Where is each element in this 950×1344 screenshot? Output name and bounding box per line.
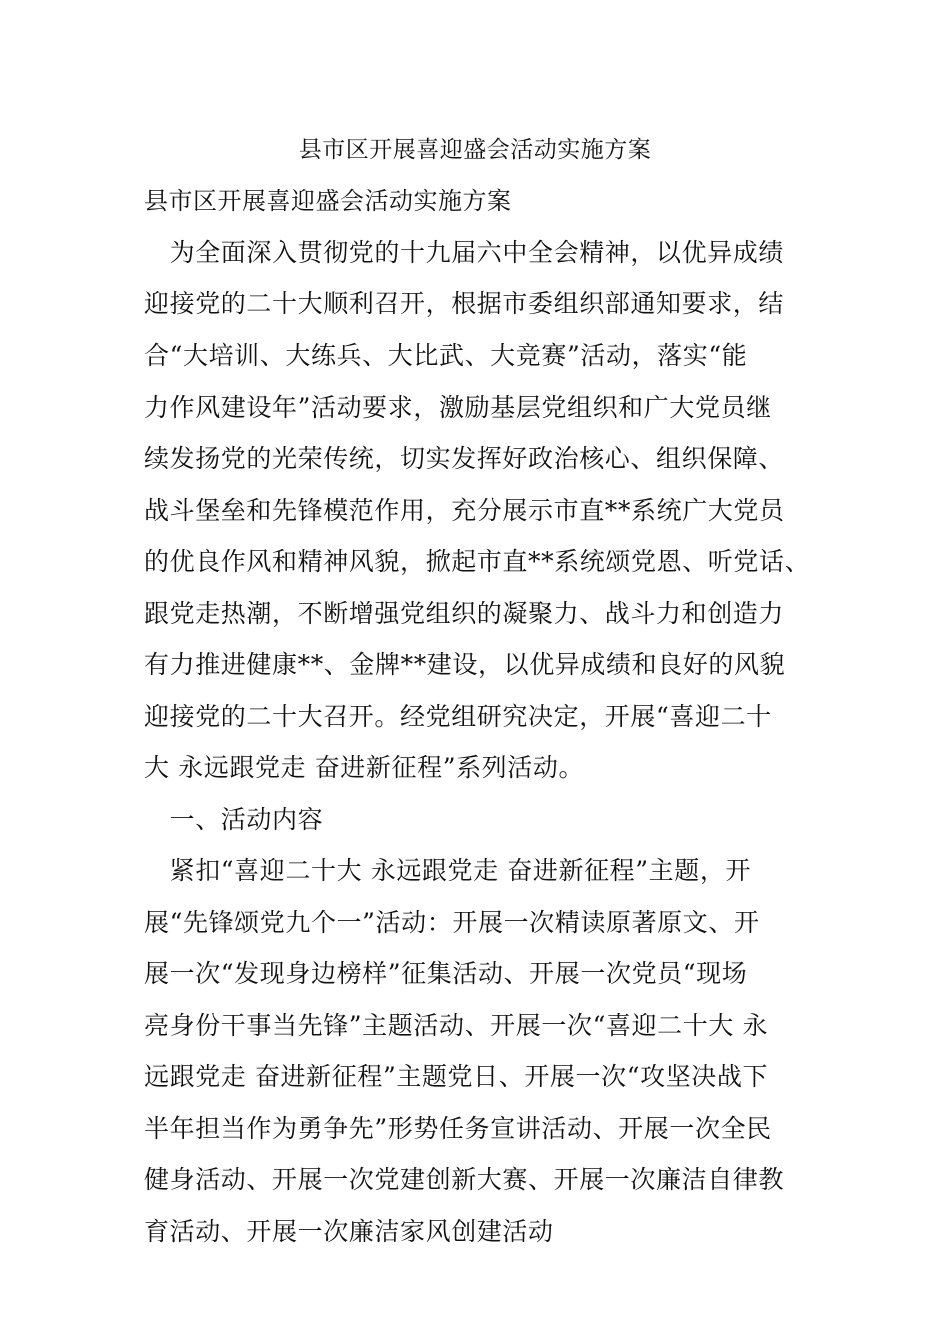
paragraph-line: 迎接党的二十大召开。经党组研究决定，开展“喜迎二十: [144, 702, 772, 731]
paragraph-line: 展“先锋颂党九个一”活动：开展一次精读原著原文、开: [144, 908, 760, 937]
paragraph-line: 亮身份干事当先锋”主题活动、开展一次“喜迎二十大 永: [144, 1011, 769, 1040]
paragraph-line: 健身活动、开展一次党建创新大赛、开展一次廉洁自律教: [144, 1165, 785, 1194]
document-title: 县市区开展喜迎盛会活动实施方案: [298, 137, 652, 163]
paragraph-line: 展一次“发现身边榜样”征集活动、开展一次党员“现场: [144, 959, 748, 988]
paragraph-line: 力作风建设年”活动要求，激励基层党组织和广大党员继: [144, 393, 772, 422]
section-heading: 一、活动内容: [144, 805, 324, 834]
paragraph-line: 跟党走热潮，不断增强党组织的凝聚力、战斗力和创造力: [144, 599, 785, 628]
paragraph-line: 续发扬党的光荣传统，切实发挥好政治核心、组织保障、: [144, 444, 785, 473]
paragraph-line: 迎接党的二十大顺利召开，根据市委组织部通知要求，结: [144, 289, 785, 318]
paragraph-line: 战斗堡垒和先锋模范作用，充分展示市直**系统广大党员: [144, 496, 785, 525]
document-subtitle: 县市区开展喜迎盛会活动实施方案: [144, 187, 512, 215]
paragraph-line: 紧扣“喜迎二十大 永远跟党走 奋进新征程”主题，开: [144, 856, 752, 885]
paragraph-line: 大 永远跟党走 奋进新征程”系列活动。: [144, 753, 585, 782]
paragraph-line: 育活动、开展一次廉洁家风创建活动: [144, 1217, 554, 1246]
paragraph-line: 远跟党走 奋进新征程”主题党日、开展一次“攻坚决战下: [144, 1062, 769, 1091]
paragraph-line: 为全面深入贯彻党的十九届六中全会精神，以优异成绩: [144, 238, 785, 267]
paragraph-line: 的优良作风和精神风貌，掀起市直**系统颂党恩、听党话、: [144, 547, 811, 576]
paragraph-line: 半年担当作为勇争先”形势任务宣讲活动、开展一次全民: [144, 1114, 772, 1143]
paragraph-line: 合“大培训、大练兵、大比武、大竞赛”活动，落实“能: [144, 341, 748, 370]
paragraph-line: 有力推进健康**、金牌**建设，以优异成绩和良好的风貌: [144, 650, 786, 679]
